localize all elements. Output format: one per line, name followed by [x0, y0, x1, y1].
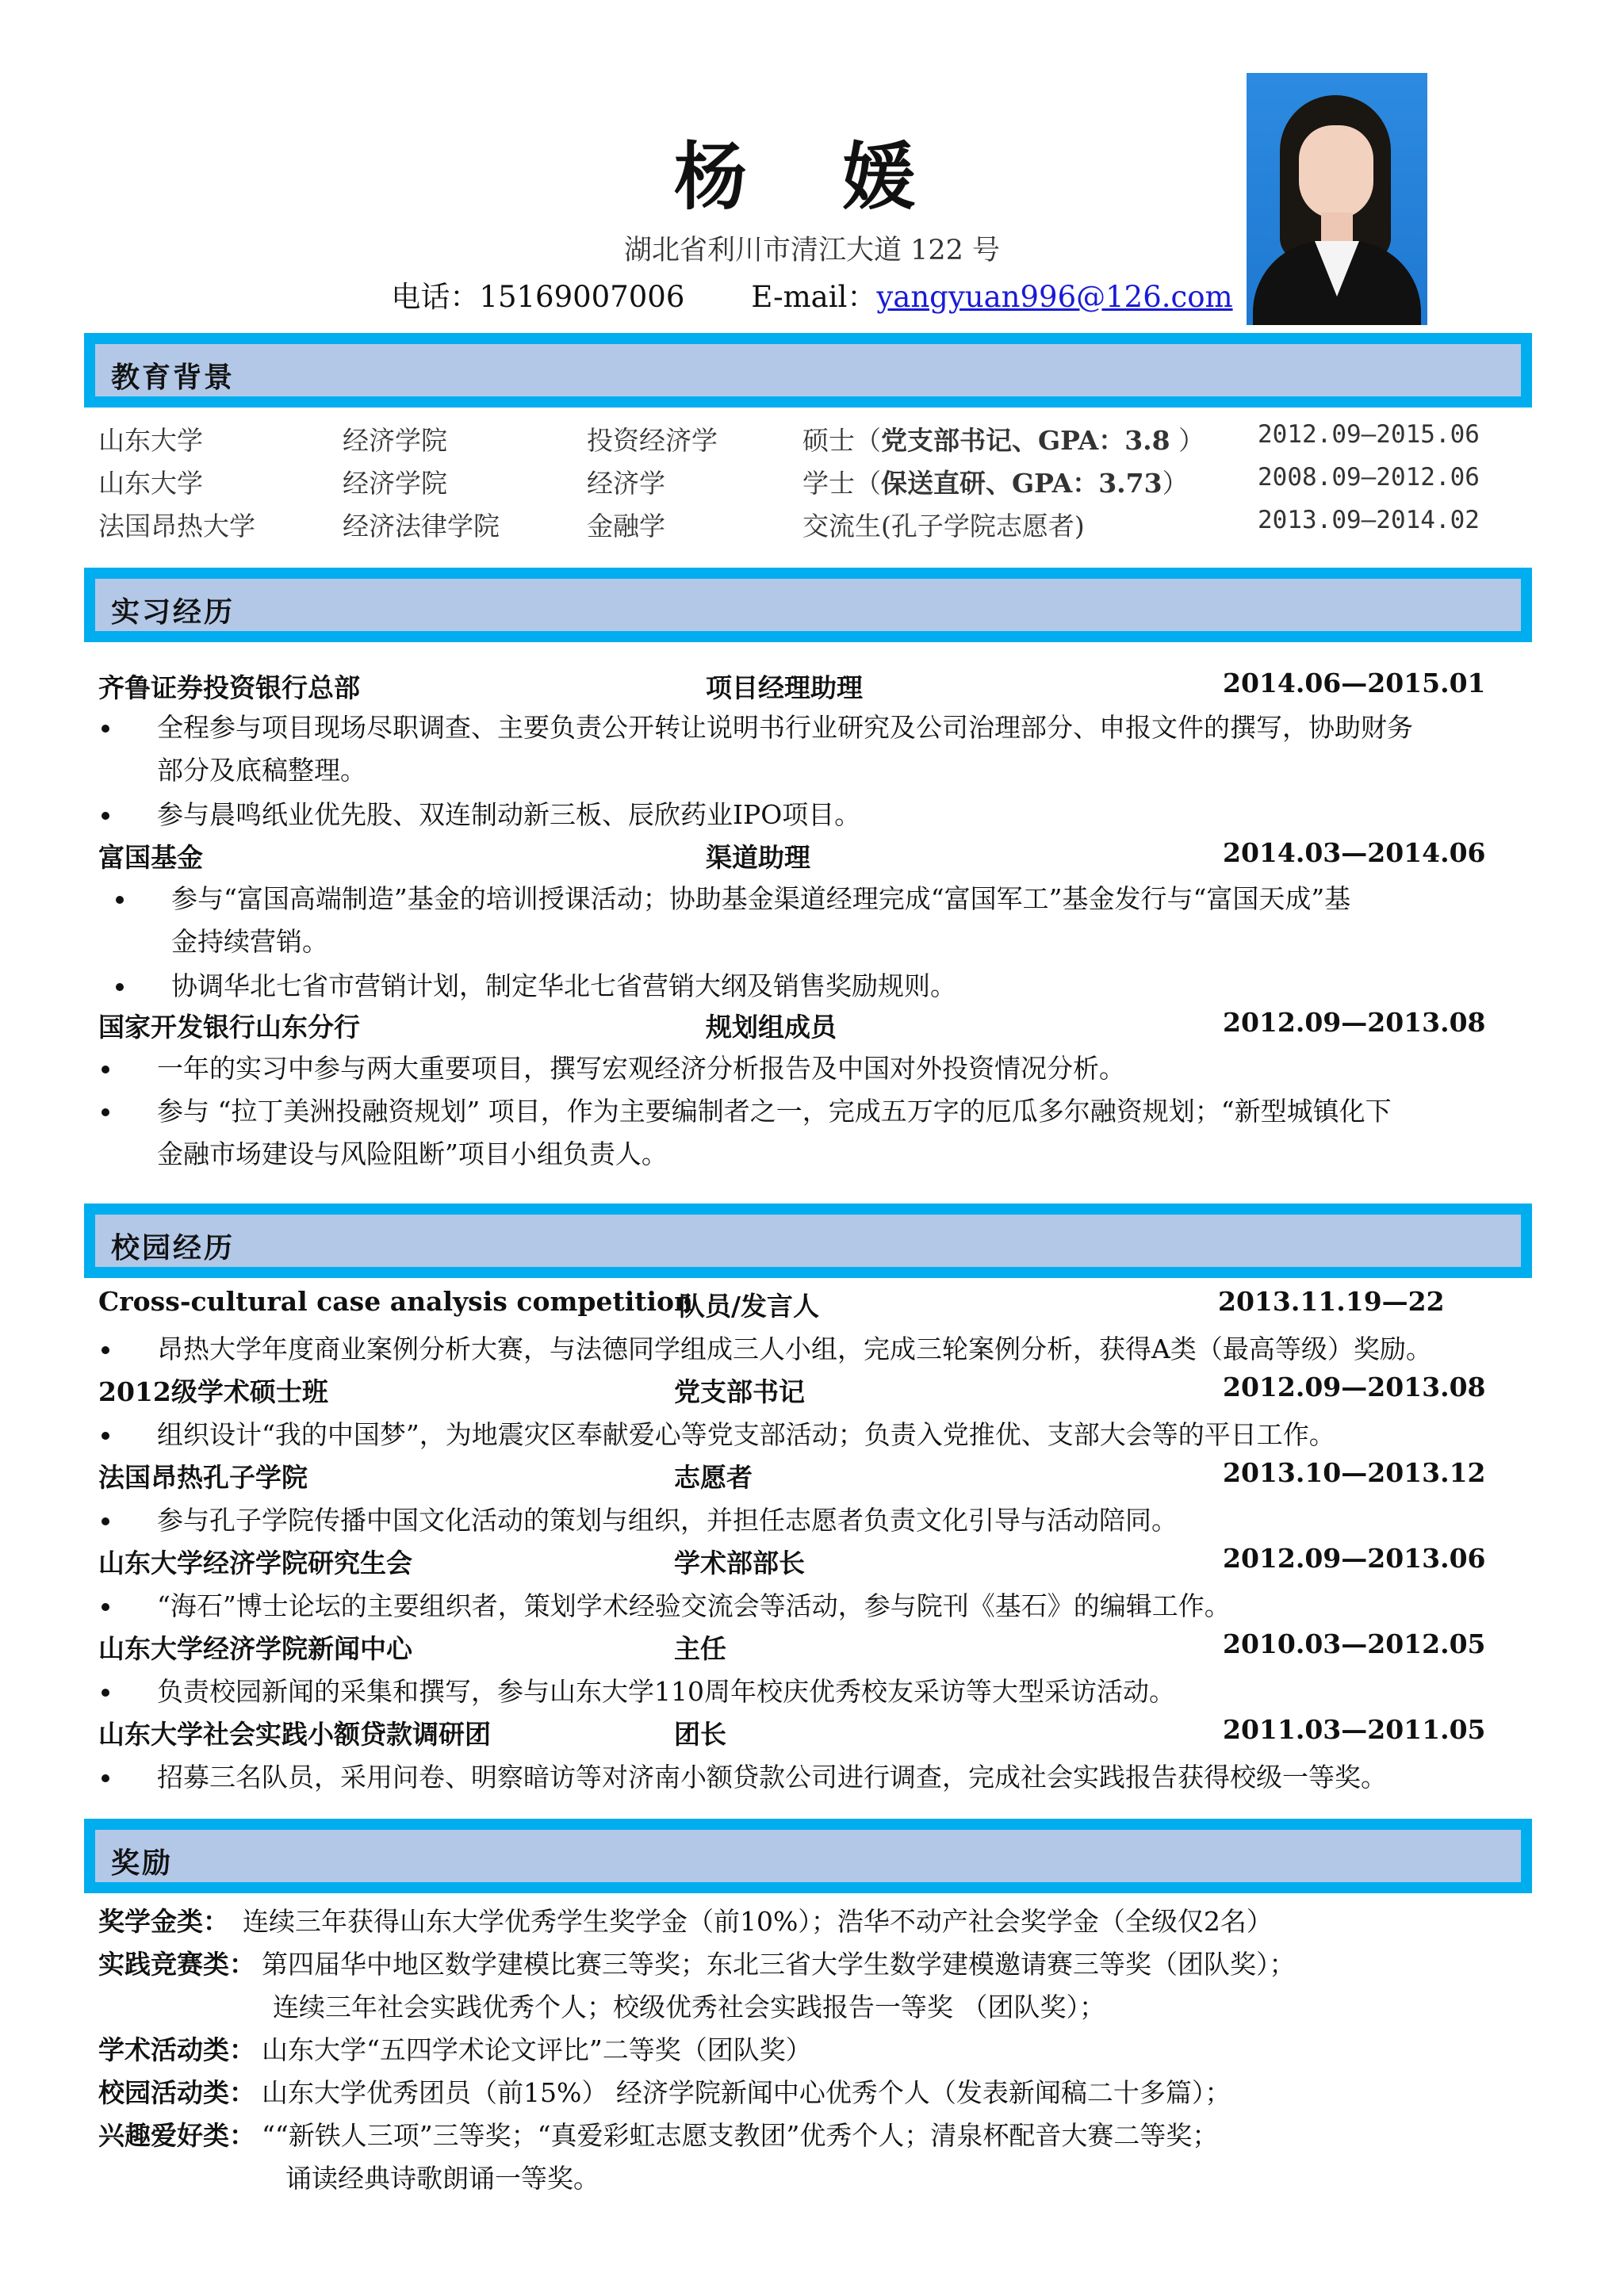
- award-text: 山东大学“五四学术论文评比”二等奖（团队奖）: [262, 2034, 812, 2065]
- bullet-text: 金融市场建设与风险阻断”项目小组负责人。: [157, 1138, 668, 1169]
- bullet-text: 负责校园新闻的采集和撰写，参与山东大学110周年校庆优秀校友采访等大型采访活动。: [157, 1676, 1175, 1707]
- bullet-icon: [102, 1346, 109, 1354]
- award-category: 学术活动类：: [98, 2034, 255, 2065]
- section-title: 奖励: [111, 1847, 174, 1880]
- bullet-text: 参与 “拉丁美洲投融资规划” 项目，作为主要编制者之一，完成五万字的厄瓜多尔融资规划；“新型城镇化下: [157, 1096, 1392, 1127]
- bullet-icon: [102, 1517, 109, 1525]
- activity-role: 队员/发言人: [679, 1291, 820, 1322]
- job-organization: 富国基金: [98, 842, 203, 873]
- college: 经济法律学院: [343, 511, 500, 541]
- award-category: 兴趣爱好类：: [98, 2120, 255, 2151]
- activity-role: 团长: [674, 1719, 726, 1750]
- phone-number: 15169007006: [479, 280, 685, 314]
- activity-organization: Cross-cultural case analysis competition: [98, 1286, 694, 1317]
- activity-role: 学术部部长: [674, 1548, 805, 1578]
- activity-organization: 2012级学术硕士班: [98, 1376, 328, 1407]
- dates: 2013.09—2014.02: [1258, 506, 1480, 534]
- activity-role: 党支部书记: [674, 1376, 805, 1407]
- degree-end: ）: [1170, 425, 1205, 456]
- award-text: ““新铁人三项”三等奖；“真爱彩虹志愿支教团”优秀个人；清泉杯配音大赛二等奖；: [262, 2120, 1219, 2151]
- activity-role: 主任: [674, 1633, 726, 1664]
- bullet-text: 昂热大学年度商业案例分析大赛，与法德同学组成三人小组，完成三轮案例分析，获得A类（最高等级）奖励。: [157, 1334, 1432, 1364]
- bullet-icon: [116, 983, 124, 991]
- dates: 2008.09—2012.06: [1258, 463, 1480, 492]
- candidate-name: 杨 媛: [673, 135, 951, 220]
- award-category: 奖学金类：: [98, 1906, 229, 1937]
- section-header-campus: [84, 1203, 1532, 1278]
- bullet-icon: [102, 1774, 109, 1782]
- section-title: 教育背景: [111, 362, 236, 394]
- activity-organization: 法国昂热孔子学院: [98, 1462, 308, 1493]
- award-text: 连续三年社会实践优秀个人；校级优秀社会实践报告一等奖 （团队奖）；: [273, 1992, 1105, 2022]
- bullet-icon: [116, 896, 124, 904]
- job-role: 规划组成员: [706, 1012, 837, 1043]
- degree-end: ）: [1162, 468, 1189, 499]
- college: 经济学院: [343, 425, 447, 456]
- job-dates: 2014.06—2015.01: [1223, 668, 1486, 698]
- degree: [802, 420, 1205, 457]
- job-dates: 2012.09—2013.08: [1223, 1007, 1486, 1038]
- award-text: 山东大学优秀团员（前15%） 经济学院新闻中心优秀个人（发表新闻稿二十多篇）；: [262, 2077, 1231, 2108]
- degree-text: 交流生(孔子学院志愿者): [802, 511, 1085, 541]
- college: 经济学院: [343, 468, 447, 499]
- activity-dates: 2012.09—2013.06: [1223, 1543, 1486, 1574]
- activity-dates: 2013.11.19—22: [1218, 1286, 1445, 1317]
- bullet-text: 一年的实习中参与两大重要项目，撰写宏观经济分析报告及中国对外投资情况分析。: [157, 1053, 1125, 1084]
- award-text: 第四届华中地区数学建模比赛三等奖；东北三省大学生数学建模邀请赛三等奖（团队奖）；: [262, 1949, 1296, 1980]
- job-organization: 国家开发银行山东分行: [98, 1012, 360, 1043]
- school: 山东大学: [98, 468, 203, 499]
- job-organization: 齐鲁证券投资银行总部: [98, 672, 360, 703]
- email-link[interactable]: yangyuan996@126.com: [876, 280, 1233, 314]
- activity-organization: 山东大学社会实践小额贷款调研团: [98, 1719, 491, 1750]
- education-row: [0, 506, 1624, 549]
- job-role: 项目经理助理: [706, 672, 863, 703]
- award-category: 实践竞赛类：: [98, 1949, 255, 1980]
- award-text: 诵读经典诗歌朗诵一等奖。: [285, 2163, 599, 2194]
- education-row: [0, 463, 1624, 506]
- bullet-icon: [102, 1108, 109, 1116]
- section-title: 实习经历: [111, 596, 236, 629]
- dates: 2012.09—2015.06: [1258, 420, 1480, 449]
- degree-text: 学士（: [802, 468, 881, 499]
- education-row: [0, 420, 1624, 463]
- activity-role: 志愿者: [674, 1462, 753, 1493]
- job-role: 渠道助理: [706, 842, 810, 873]
- activity-dates: 2011.03—2011.05: [1223, 1714, 1486, 1745]
- bullet-text: 组织设计“我的中国梦”，为地震灾区奉献爱心等党支部活动；负责入党推优、支部大会等的平日工作。: [157, 1419, 1335, 1450]
- degree-highlight: 保送直研、GPA：3.73: [881, 468, 1162, 499]
- section-header-internship: [84, 568, 1532, 642]
- degree-text: 硕士（: [802, 425, 881, 456]
- activity-dates: 2012.09—2013.08: [1223, 1372, 1486, 1402]
- bullet-text: 协调华北七省市营销计划，制定华北七省营销大纲及销售奖励规则。: [171, 970, 956, 1001]
- bullet-text: 招募三名队员，采用问卷、明察暗访等对济南小额贷款公司进行调查，完成社会实践报告获得校级一等奖。: [157, 1762, 1387, 1793]
- degree: [802, 463, 1189, 500]
- bullet-text: 全程参与项目现场尽职调查、主要负责公开转让说明书行业研究及公司治理部分、申报文件的撰写，协助财务: [157, 712, 1413, 743]
- major: 经济学: [587, 468, 665, 499]
- bullet-text: 参与孔子学院传播中国文化活动的策划与组织，并担任志愿者负责文化引导与活动陪同。: [157, 1505, 1178, 1536]
- award-text: 连续三年获得山东大学优秀学生奖学金（前10%）；浩华不动产社会奖学金（全级仅2名）: [243, 1906, 1273, 1937]
- job-dates: 2014.03—2014.06: [1223, 837, 1486, 868]
- school: 法国昂热大学: [98, 511, 255, 541]
- profile-photo: [1247, 73, 1427, 325]
- bullet-icon: [102, 1689, 109, 1697]
- bullet-text: 金持续营销。: [171, 926, 328, 957]
- email-label: E-mail：: [751, 280, 877, 314]
- bullet-icon: [102, 1432, 109, 1440]
- bullet-icon: [102, 1603, 109, 1611]
- phone-label: 电话：: [391, 280, 480, 314]
- major: 投资经济学: [587, 425, 718, 456]
- activity-dates: 2013.10—2013.12: [1223, 1457, 1486, 1488]
- activity-organization: 山东大学经济学院研究生会: [98, 1548, 412, 1578]
- bullet-text: “海石”博士论坛的主要组织者，策划学术经验交流会等活动，参与院刊《基石》的编辑工作。: [157, 1590, 1231, 1621]
- award-category: 校园活动类：: [98, 2077, 255, 2108]
- section-title: 校园经历: [111, 1232, 236, 1265]
- bullet-icon: [102, 1066, 109, 1073]
- major: 金融学: [587, 511, 665, 541]
- bullet-icon: [102, 812, 109, 820]
- activity-organization: 山东大学经济学院新闻中心: [98, 1633, 412, 1664]
- bullet-text: 参与“富国高端制造”基金的培训授课活动；协助基金渠道经理完成“富国军工”基金发行与“富国天成”基: [171, 883, 1351, 914]
- bullet-text: 部分及底稿整理。: [157, 755, 366, 786]
- activity-dates: 2010.03—2012.05: [1223, 1628, 1486, 1659]
- section-header-education: [84, 333, 1532, 408]
- school: 山东大学: [98, 425, 203, 456]
- degree-highlight: 党支部书记、GPA：3.8: [881, 425, 1170, 456]
- bullet-text: 参与晨鸣纸业优先股、双连制动新三板、辰欣药业IPO项目。: [157, 799, 861, 830]
- degree: [802, 506, 1085, 543]
- address: 湖北省利川市清江大道 122 号: [623, 235, 1001, 266]
- section-header-awards: [84, 1819, 1532, 1893]
- bullet-icon: [102, 725, 109, 733]
